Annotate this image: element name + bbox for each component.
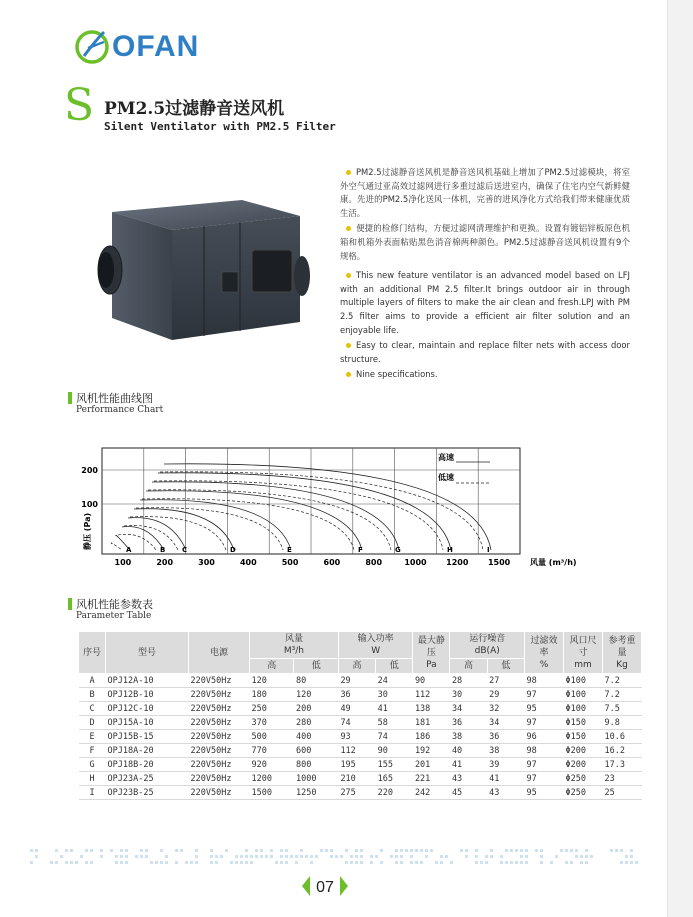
curve-label: D [230, 546, 236, 554]
table-cell: 220V50Hz [189, 772, 250, 786]
table-cell: Φ150 [564, 730, 603, 744]
table-cell: 95 [525, 702, 564, 716]
table-cell: 36 [338, 688, 375, 702]
table-cell: 90 [413, 674, 450, 688]
description-en-2: Easy to clear, maintain and replace filter nets with access door structure. [340, 340, 630, 364]
header-airflow: 风量 M³/h [250, 632, 339, 659]
table-cell: 400 [294, 730, 338, 744]
table-cell: 1250 [294, 786, 338, 800]
curve-low [118, 534, 156, 550]
table-cell: 600 [294, 744, 338, 758]
x-tick-label: 800 [365, 558, 383, 567]
table-cell: 1000 [294, 772, 338, 786]
header-model: 型号 [106, 632, 189, 674]
table-row [79, 744, 642, 758]
table-cell: D [79, 716, 106, 730]
table-cell: 250 [250, 702, 294, 716]
table-cell: 112 [413, 688, 450, 702]
legend-low: 低速 [438, 473, 454, 482]
curve-low [130, 517, 226, 550]
table-cell: E [79, 730, 106, 744]
table-cell: 40 [450, 744, 487, 758]
table-cell: 120 [250, 674, 294, 688]
table-row [79, 758, 642, 772]
table-cell: 41 [487, 772, 524, 786]
table-cell: 120 [294, 688, 338, 702]
x-tick-label: 600 [323, 558, 341, 567]
table-cell: 192 [413, 744, 450, 758]
parameter-table-body [79, 674, 642, 800]
table-cell: 500 [250, 730, 294, 744]
header-low: 低 [376, 659, 413, 674]
table-cell: 96 [525, 730, 564, 744]
table-cell: 16.2 [603, 744, 642, 758]
curve-low [136, 508, 283, 550]
description-cn-2: 便捷的检修门结构，方便过滤网清理维护和更换。设置有镀铝锌板原色机箱和机箱外表面粘贴黑色消音棉两种颜色。PM2.5过滤静音送风机设置有9个规格。 [340, 223, 630, 261]
table-cell: 80 [294, 674, 338, 688]
table-cell: Φ250 [564, 772, 603, 786]
table-cell: 32 [487, 702, 524, 716]
table-cell: 275 [338, 786, 375, 800]
table-cell: 220V50Hz [189, 730, 250, 744]
bullet-dot-icon [346, 372, 351, 377]
title-initial: S [64, 80, 95, 131]
description-en-3: Nine specifications. [340, 368, 630, 382]
y-tick-label: 200 [81, 466, 98, 475]
header-low: 低 [487, 659, 524, 674]
header-weight: 参考重量 Kg [603, 632, 642, 674]
table-cell: OPJ23A-25 [106, 772, 189, 786]
table-cell: 27 [487, 674, 524, 688]
table-cell: 98 [525, 744, 564, 758]
table-cell: Φ100 [564, 688, 603, 702]
table-cell: 41 [450, 758, 487, 772]
table-cell: 221 [413, 772, 450, 786]
page-number-badge [300, 872, 350, 900]
table-cell: 201 [413, 758, 450, 772]
table-cell: 97 [525, 772, 564, 786]
table-cell: 58 [376, 716, 413, 730]
table-cell: 220V50Hz [189, 674, 250, 688]
table-cell: 39 [487, 758, 524, 772]
page-edge-bar [667, 0, 693, 917]
table-cell: Φ100 [564, 674, 603, 688]
table-row [79, 702, 642, 716]
table-cell: 200 [294, 702, 338, 716]
table-cell: 220V50Hz [189, 716, 250, 730]
section-title-cn: 风机性能曲线图 [76, 392, 153, 405]
curve-label: G [395, 546, 401, 554]
table-cell: 43 [487, 786, 524, 800]
curve-label: B [160, 546, 166, 554]
table-cell: 29 [338, 674, 375, 688]
section-title-en: Performance Chart [76, 405, 164, 415]
table-cell: 38 [487, 744, 524, 758]
x-tick-label: 400 [239, 558, 257, 567]
header-high: 高 [250, 659, 294, 674]
table-cell: 165 [376, 772, 413, 786]
x-tick-label: 200 [156, 558, 174, 567]
table-cell: 220V50Hz [189, 688, 250, 702]
table-cell: OPJ12B-10 [106, 688, 189, 702]
header-low: 低 [294, 659, 338, 674]
table-cell: Φ150 [564, 716, 603, 730]
header-power-supply: 电源 [189, 632, 250, 674]
table-cell: Φ200 [564, 758, 603, 772]
table-cell: Φ250 [564, 786, 603, 800]
table-cell: 30 [376, 688, 413, 702]
header-no: 序号 [79, 632, 106, 674]
table-cell: 98 [525, 674, 564, 688]
table-cell: 36 [487, 730, 524, 744]
section-title-cn: 风机性能参数表 [76, 598, 153, 611]
curve-high [128, 518, 186, 550]
table-cell: OPJ15A-10 [106, 716, 189, 730]
header-filter-efficiency: 过滤效率 % [525, 632, 564, 674]
curve-label: H [447, 546, 453, 554]
page-number: 07 [316, 879, 334, 896]
curve-high [146, 491, 362, 550]
table-cell: 74 [376, 730, 413, 744]
table-cell: 220V50Hz [189, 786, 250, 800]
table-cell: 30 [450, 688, 487, 702]
curve-high [134, 509, 234, 550]
table-cell: 43 [450, 772, 487, 786]
table-cell: 9.8 [603, 716, 642, 730]
bullet-dot-icon [346, 170, 351, 175]
table-cell: 49 [338, 702, 375, 716]
table-cell: 138 [413, 702, 450, 716]
table-cell: 17.3 [603, 758, 642, 772]
table-cell: 97 [525, 716, 564, 730]
table-cell: OPJ23B-25 [106, 786, 189, 800]
table-cell: 1200 [250, 772, 294, 786]
table-cell: 112 [338, 744, 375, 758]
table-cell: F [79, 744, 106, 758]
curve-low [111, 543, 122, 550]
section-title-en: Parameter Table [76, 611, 152, 621]
table-cell: 220V50Hz [189, 758, 250, 772]
table-cell: H [79, 772, 106, 786]
brand-logo [74, 26, 204, 66]
table-row [79, 716, 642, 730]
header-high: 高 [450, 659, 487, 674]
table-cell: OPJ15B-15 [106, 730, 189, 744]
table-cell: 95 [525, 786, 564, 800]
table-row [79, 786, 642, 800]
description-cn-1: PM2.5过滤静音送风机是静音送风机基础上增加了PM2.5过滤模块，将室外空气通过亚高效过滤网进行多重过滤后送进室内，确保了住宅内空气新鲜健康。先进的PM2.5净化送风一体机，完善的进风净化方式给我们带来健康优质生活。 [340, 167, 630, 218]
table-cell: 210 [338, 772, 375, 786]
curve-high [152, 482, 399, 550]
curve-label: F [358, 546, 363, 554]
header-high: 高 [338, 659, 375, 674]
table-cell: 34 [450, 702, 487, 716]
bullet-dot-icon [346, 226, 351, 231]
x-tick-label: 1200 [446, 558, 469, 567]
table-cell: 23 [603, 772, 642, 786]
table-cell: 97 [525, 688, 564, 702]
table-cell: 1500 [250, 786, 294, 800]
x-tick-label: 1500 [487, 558, 511, 567]
table-cell: 800 [294, 758, 338, 772]
table-cell: 24 [376, 674, 413, 688]
table-cell: 220 [376, 786, 413, 800]
table-cell: 25 [603, 786, 642, 800]
table-row [79, 674, 642, 688]
table-cell: OPJ12C-10 [106, 702, 189, 716]
table-cell: 7.5 [603, 702, 642, 716]
curve-label: A [126, 546, 132, 554]
table-cell: G [79, 758, 106, 772]
curve-label: C [182, 546, 188, 554]
section-accent-bar [68, 392, 72, 404]
table-cell: 45 [450, 786, 487, 800]
table-cell: 29 [487, 688, 524, 702]
table-cell: Φ200 [564, 744, 603, 758]
table-cell: 920 [250, 758, 294, 772]
x-tick-label: 300 [198, 558, 215, 567]
footer-decoration [30, 846, 640, 868]
performance-chart [80, 440, 600, 580]
x-tick-label: 100 [114, 558, 132, 567]
bullet-dot-icon [346, 273, 351, 278]
table-cell: Φ100 [564, 702, 603, 716]
curve-label: I [487, 546, 490, 554]
table-cell: 180 [250, 688, 294, 702]
table-cell: 28 [450, 674, 487, 688]
table-cell: 7.2 [603, 688, 642, 702]
table-cell: 74 [338, 716, 375, 730]
description-en-1: This new feature ventilator is an advanced model based on LFJ with an additional PM 2.5 filter.It brings outdoor air in through multiple layers of filters to make the air clean and fresh.LPJ with PM 2.5 filter aims to provide a efficient air filter solution and an enjoyable life. [340, 270, 630, 335]
table-cell: 36 [450, 716, 487, 730]
table-row [79, 730, 642, 744]
x-tick-label: 500 [281, 558, 299, 567]
header-outlet-size: 风口尺寸 mm [564, 632, 603, 674]
table-cell: 34 [487, 716, 524, 730]
legend-high: 高速 [438, 453, 454, 462]
table-cell: I [79, 786, 106, 800]
brand-name: OFAN [112, 30, 200, 63]
curve-label: E [287, 546, 292, 554]
table-cell: 280 [294, 716, 338, 730]
table-cell: OPJ12A-10 [106, 674, 189, 688]
table-cell: 220V50Hz [189, 702, 250, 716]
table-cell: 10.6 [603, 730, 642, 744]
curve-low [142, 499, 354, 550]
bullet-dot-icon [346, 343, 351, 348]
table-cell: B [79, 688, 106, 702]
table-row [79, 772, 642, 786]
table-cell: 242 [413, 786, 450, 800]
chart-curves [111, 464, 491, 550]
x-axis-label: 风量 (m³/h) [530, 558, 577, 567]
table-cell: A [79, 674, 106, 688]
header-input-power: 输入功率 W [338, 632, 413, 659]
page-subtitle: Silent Ventilator with PM2.5 Filter [104, 120, 336, 133]
ofan-emblem-icon [74, 26, 114, 66]
table-cell: 370 [250, 716, 294, 730]
table-cell: 7.2 [603, 674, 642, 688]
table-cell: C [79, 702, 106, 716]
table-cell: 220V50Hz [189, 744, 250, 758]
table-cell: 155 [376, 758, 413, 772]
x-tick-label: 1000 [404, 558, 427, 567]
table-cell: 770 [250, 744, 294, 758]
curve-low [124, 526, 178, 551]
table-cell: 93 [338, 730, 375, 744]
table-cell: 97 [525, 758, 564, 772]
table-cell: OPJ18B-20 [106, 758, 189, 772]
table-cell: 186 [413, 730, 450, 744]
y-axis-label: 静压 (Pa) [83, 512, 92, 550]
table-cell: 41 [376, 702, 413, 716]
page-title: PM2.5过滤静音送风机 [104, 99, 285, 119]
y-tick-label: 100 [81, 500, 98, 509]
table-cell: 195 [338, 758, 375, 772]
ventilator-product-image [92, 190, 312, 350]
product-description [340, 166, 630, 384]
table-cell: 181 [413, 716, 450, 730]
header-noise: 运行噪音 dB(A) [450, 632, 525, 659]
table-cell: 90 [376, 744, 413, 758]
section-accent-bar [68, 598, 72, 610]
header-max-static: 最大静压 Pa [413, 632, 450, 674]
parameter-table [78, 631, 642, 800]
table-cell: 38 [450, 730, 487, 744]
table-cell: OPJ18A-20 [106, 744, 189, 758]
table-row [79, 688, 642, 702]
